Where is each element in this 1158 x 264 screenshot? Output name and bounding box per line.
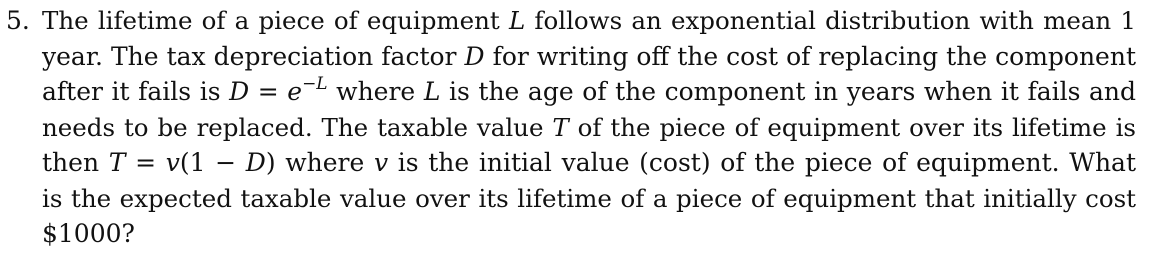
problem-number: 5.	[6, 6, 30, 35]
text-line-6: is the expected taxable value over its lifetime of a piece of equipment that initially cost	[42, 183, 1136, 213]
text-line-4: needs to be replaced. The taxable value T of the piece of equipment over its lifetime is	[42, 112, 1136, 142]
text-line-1: The lifetime of a piece of equipment L follows an exponential distribution with mean 1	[42, 6, 1136, 35]
text-line-7: $1000?	[42, 219, 135, 248]
exponent: −L	[302, 74, 328, 94]
problem-text	[42, 3, 1136, 252]
text-line-3: after it fails is $D = e^{-L}$ where L is the age of the component in years when it fails and	[42, 74, 1137, 106]
text-line-2: year. The tax depreciation factor D for writing off the cost of replacing the component	[42, 41, 1136, 71]
text-line-5: then T = v(1 − D) where v is the initial value (cost) of the piece of equipment. What	[42, 148, 1137, 177]
